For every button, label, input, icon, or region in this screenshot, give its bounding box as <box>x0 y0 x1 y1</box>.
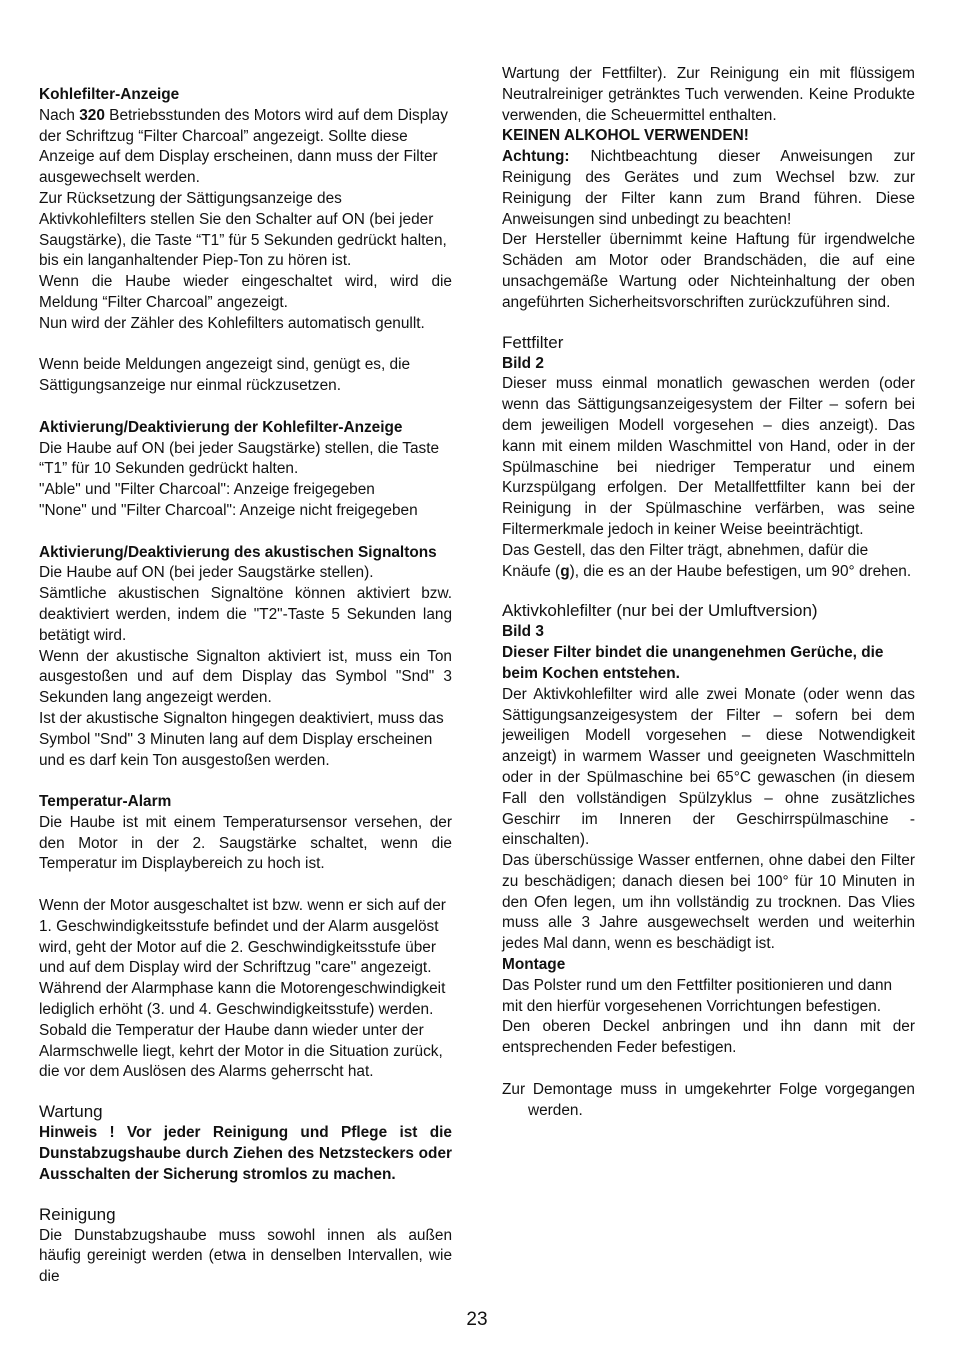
aktivkohlefilter-figure-ref: Bild 3 <box>502 623 544 641</box>
achtung-paragraph: Achtung: Nichtbeachtung dieser Anweisungen zur Reinigung des Gerätes und zum Wechsel bzw. zur Reinigung der Filter kann zum Brand führen. Diese Anweisungen sind unbedingt zu beachten! <box>502 148 915 228</box>
montage-paragraph-1: Das Polster rund um den Fettfilter positionieren und dann mit den hierfür vorgesehenen Vorrichtungen befestigen. <box>502 976 893 1015</box>
aktivkohlefilter-intro: Dieser Filter bindet die unangenehmen Gerüche, die beim Kochen entstehen. <box>502 644 884 682</box>
left-column <box>39 85 452 1288</box>
kohlefilter-display-paragraph-1: Die Haube auf ON (bei jeder Saugstärke) stellen, die Taste “T1” für 10 Sekunden gedrückt halten. <box>39 439 440 478</box>
fettfilter-paragraph-2: Das Gestell, das den Filter trägt, abnehmen, dafür die Knäufe (g), die es an der Haube befestigen, um 90° drehen. <box>502 541 912 580</box>
temperature-paragraph-2: Wenn der Motor ausgeschaltet ist bzw. wenn er sich auf der 1. Geschwindigkeitsstufe befindet und der Alarm ausgelöst wird, geht der Motor auf die 2. Geschwindigkeitsstufe über und auf dem Display wird der Schriftzug "care" angezeigt. Während der Alarmphase kann die Motorengeschwindigkeit lediglich erhöht (3. und 4. Geschwindigkeitsstufe) werden. Sobald die Temperatur der Haube dann wieder unter der Alarmschwelle liegt, kehrt der Motor in die Situation zurück, die vor dem Auslösen des Alarms geherrscht hat. <box>39 897 446 1081</box>
fettfilter-heading: Fettfilter <box>502 332 564 352</box>
kohlefilter-heading: Kohlefilter-Anzeige <box>39 86 180 103</box>
kohlefilter-display-heading: Aktivierung/Deaktivierung der Kohlefilter-Anzeige <box>39 418 403 436</box>
kohlefilter-paragraph-2: Zur Rücksetzung der Sättigungsanzeige des Aktivkohlefilters stellen Sie den Schalter auf ON (bei jeder Saugstärke), die Taste “T1” für 5 Sekunden gedrückt halten, bis ein langanhaltender Piep-Ton zu hören ist. <box>39 189 447 270</box>
signal-heading: Aktivierung/Deaktivierung des akustischen Signaltons <box>39 543 437 561</box>
montage-paragraph-2: Den oberen Deckel anbringen und ihn dann mit der entsprechenden Feder befestigen. <box>502 1018 915 1057</box>
wartung-heading: Wartung <box>39 1102 103 1122</box>
reinigung-continued: Wartung der Fettfilter). Zur Reinigung ein mit flüssigem Neutralreiniger getränktes Tuch verwenden. Keine Produkte verwenden, die Scheuermittel enthalten. <box>502 65 915 124</box>
knob-ref: g <box>560 562 570 580</box>
demontage-paragraph: Zur Demontage muss in umgekehrter Folge vorgegangen werden. <box>502 1080 915 1119</box>
kohlefilter-paragraph-5: Wenn beide Meldungen angezeigt sind, genügt es, die Sättigungsanzeige nur einmal rückzusetzen. <box>39 356 411 395</box>
kohlefilter-paragraph-1: Nach 320 Betriebsstunden des Motors wird auf dem Display der Schriftzug “Filter Charcoal” angezeigt. Sollte diese Anzeige auf dem Display erscheinen, dann muss der Filter ausgewechselt werden. <box>39 106 448 187</box>
kohlefilter-display-paragraph-3: "None" und "Filter Charcoal": Anzeige nicht freigegeben <box>39 501 418 519</box>
kohlefilter-display-paragraph-2: "Able" und "Filter Charcoal": Anzeige freigegeben <box>39 481 375 499</box>
signal-paragraph-3: Wenn der akustische Signalton aktiviert ist, muss ein Ton ausgestoßen und auf dem Display das Symbol "Snd" 3 Sekunden lang angezeigt werden. <box>39 647 452 707</box>
montage-heading: Montage <box>502 956 566 974</box>
reinigung-heading: Reinigung <box>39 1204 116 1224</box>
page-number: 23 <box>466 1309 488 1330</box>
hersteller-paragraph: Der Hersteller übernimmt keine Haftung für irgendwelche Schäden am Motor oder Brandschäden, die auf eine unsachgemäße Wartung oder Nichteinhaltung der oben angeführten Sicherheitsvorschriften zurückzuführen sind. <box>502 231 915 311</box>
signal-paragraph-4: Ist der akustische Signalton hingegen deaktiviert, muss das Symbol "Snd" 3 Minuten lang auf dem Display erscheinen und es darf kein Ton ausgestoßen werden. <box>39 709 444 769</box>
aktivkohlefilter-paragraph-2: Das überschüssige Wasser entfernen, ohne dabei den Filter zu beschädigen; danach diesen bei 100° für 10 Minuten in den Ofen legen, um ihn vollständig zu trocknen. Das Vlies muss alle 3 Jahre ausgewechselt werden und weiterhin jedes Mal dann, wenn es beschädigt ist. <box>502 852 915 953</box>
aktivkohlefilter-heading: Aktivkohlefilter (nur bei der Umluftversion) <box>502 601 818 621</box>
aktivkohlefilter-paragraph-1: Der Aktivkohlefilter wird alle zwei Monate (oder wenn das Sättigungsanzeigesystem der Filter – sofern bei dem jeweiligen Modell vorgesehen – diese Notwendigkeit anzeigt) in warmem Wasser und geeigneten Waschmitteln oder in der Spülmaschine bei 65°C gewaschen (in diesem Fall den vollständigen Spülzyklus – ohne zusätzliches Geschirr im Inneren der Geschirrspülmaschine - einschalten). <box>502 685 915 849</box>
right-column <box>502 64 915 1121</box>
temperature-heading: Temperatur-Alarm <box>39 793 172 811</box>
wartung-hint: Hinweis ! Vor jeder Reinigung und Pflege ist die Dunstabzugshaube durch Ziehen des Netzsteckers oder Ausschalten der Sicherung stromlos zu machen. <box>39 1124 452 1183</box>
no-alcohol-warning: KEINEN ALKOHOL VERWENDEN! <box>502 127 749 145</box>
hours-value: 320 <box>79 106 105 124</box>
temperature-paragraph-1: Die Haube ist mit einem Temperatursensor versehen, der den Motor in der 2. Saugstärke schaltet, wenn die Temperatur im Displaybereich zu hoch ist. <box>39 813 452 873</box>
kohlefilter-paragraph-4: Nun wird der Zähler des Kohlefilters automatisch genullt. <box>39 314 425 332</box>
fettfilter-figure-ref: Bild 2 <box>502 354 544 372</box>
kohlefilter-paragraph-3: Wenn die Haube wieder eingeschaltet wird, wird die Meldung “Filter Charcoal” angezeigt. <box>39 273 452 311</box>
fettfilter-paragraph-1: Dieser muss einmal monatlich gewaschen werden (oder wenn das Sättigungsanzeigesystem der Filter – sofern bei dem jeweiligen Modell vorgesehen – dies anzeigt). Das kann mit einem milden Waschmittel von Hand, oder in der Spülmaschine bei niedriger Temperatur und einem Kurzspülgang erfolgen. Der Metallfettfilter kann bei der Reinigung in der Spülmaschine verfärben, was seine Filtermerkmale jedoch in keiner Weise beeinträchtigt. <box>502 375 915 538</box>
achtung-label: Achtung: <box>502 148 570 166</box>
signal-paragraph-2: Sämtliche akustischen Signaltöne können aktiviert bzw. deaktiviert werden, indem die "T2"-Taste 5 Sekunden lang betätigt wird. <box>39 585 452 644</box>
reinigung-paragraph: Die Dunstabzugshaube muss sowohl innen als außen häufig gereinigt werden (etwa in denselben Intervallen, wie die <box>39 1226 452 1286</box>
signal-paragraph-1: Die Haube auf ON (bei jeder Saugstärke stellen). <box>39 564 374 582</box>
